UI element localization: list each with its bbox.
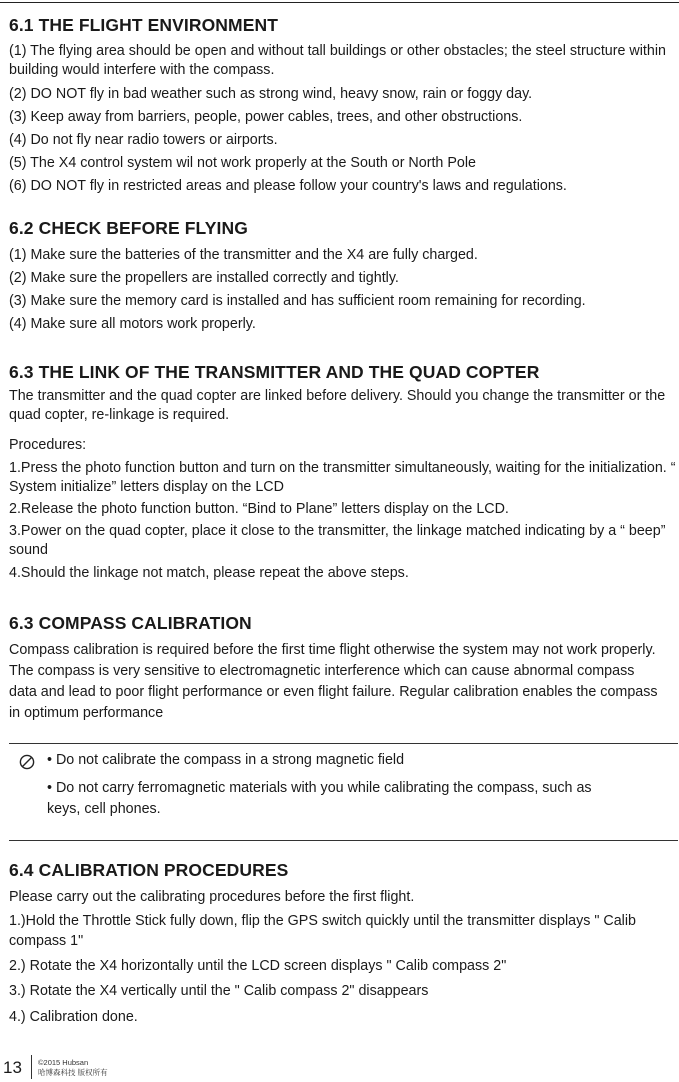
section-transmitter-link	[9, 361, 677, 585]
section-title: 6.4 CALIBRATION PROCEDURES	[9, 860, 289, 880]
intro-text: Please carry out the calibrating procedures before the first flight.	[9, 889, 415, 905]
section-flight-environment	[9, 14, 677, 198]
section-title: 6.1 THE FLIGHT ENVIRONMENT	[9, 15, 279, 35]
section-check-before-flying	[9, 217, 677, 336]
body-text: Compass calibration is required before the first time flight otherwise the system may not work properly. The compass is very sensitive to electromagnetic interference which can cause abnormal compass data and lead to poor flight performance or even flight failure. Regular calibration enables the compass in optimum performance	[9, 642, 658, 721]
step-item: 4.Should the linkage not match, please repeat the above steps.	[9, 565, 409, 581]
rights-text: 哈博森科技 版权所有	[38, 1068, 108, 1077]
section-title: 6.3 COMPASS CALIBRATION	[9, 613, 252, 633]
warning-box	[9, 743, 678, 841]
copyright-text: ©2015 Hubsan	[38, 1058, 89, 1067]
step-item: 4.) Calibration done.	[9, 1009, 138, 1025]
list-item: (4) Do not fly near radio towers or airports.	[9, 132, 278, 148]
page-number: 13	[3, 1058, 22, 1077]
list-item: (1) Make sure the batteries of the transmitter and the X4 are fully charged.	[9, 247, 478, 263]
list-item: (3) Make sure the memory card is installed and has sufficient room remaining for recording.	[9, 293, 586, 309]
list-item: (1) The flying area should be open and without tall buildings or other obstacles; the steel structure within building would interfere with the compass.	[9, 43, 666, 78]
section-compass-calibration	[9, 612, 677, 724]
section-calibration-procedures	[9, 859, 677, 1030]
section-title: 6.2 CHECK BEFORE FLYING	[9, 218, 248, 238]
step-item: 3.) Rotate the X4 vertically until the " Calib compass 2" disappears	[9, 983, 429, 999]
page-footer	[0, 1052, 679, 1082]
warning-item: • Do not carry ferromagnetic materials with you while calibrating the compass, such as keys, cell phones.	[47, 780, 592, 817]
warning-item: • Do not calibrate the compass in a strong magnetic field	[47, 752, 405, 768]
section-title: 6.3 THE LINK OF THE TRANSMITTER AND THE QUAD COPTER	[9, 362, 540, 382]
procedures-label: Procedures:	[9, 437, 87, 453]
list-item: (3) Keep away from barriers, people, power cables, trees, and other obstructions.	[9, 109, 523, 125]
step-item: 1.Press the photo function button and turn on the transmitter simultaneously, waiting for the initialization. “ System initialize” letters display on the LCD	[9, 460, 676, 495]
footer-divider	[31, 1055, 32, 1079]
list-item: (2) DO NOT fly in bad weather such as strong wind, heavy snow, rain or foggy day.	[9, 86, 533, 102]
step-item: 1.)Hold the Throttle Stick fully down, flip the GPS switch quickly until the transmitter displays " Calib compass 1"	[9, 913, 636, 949]
step-item: 3.Power on the quad copter, place it close to the transmitter, the linkage matched indicating by a “ beep” sound	[9, 523, 666, 558]
step-item: 2.Release the photo function button. “Bind to Plane” letters display on the LCD.	[9, 501, 509, 517]
list-item: (6) DO NOT fly in restricted areas and please follow your country's laws and regulations.	[9, 178, 567, 194]
list-item: (2) Make sure the propellers are installed correctly and tightly.	[9, 270, 399, 286]
intro-text: The transmitter and the quad copter are linked before delivery. Should you change the transmitter or the quad copter, re-linkage is required.	[9, 388, 666, 423]
copyright-block	[38, 1058, 108, 1078]
list-item: (4) Make sure all motors work properly.	[9, 316, 256, 332]
step-item: 2.) Rotate the X4 horizontally until the LCD screen displays " Calib compass 2"	[9, 958, 507, 974]
top-rule	[0, 2, 679, 3]
list-item: (5) The X4 control system wil not work properly at the South or North Pole	[9, 155, 476, 171]
prohibited-icon	[19, 754, 35, 770]
